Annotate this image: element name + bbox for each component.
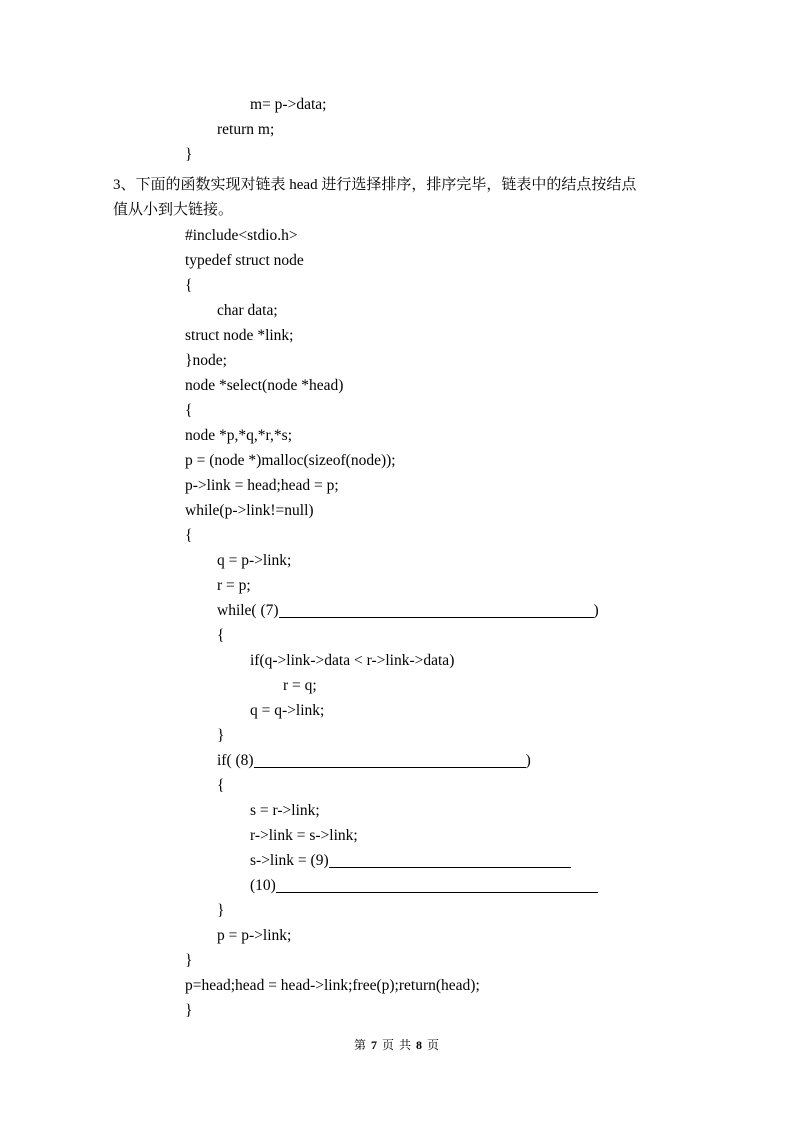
code-line: } — [185, 1002, 193, 1019]
code-line: } — [217, 902, 225, 919]
code-line: { — [217, 627, 225, 644]
code-line: r = p; — [217, 577, 251, 594]
blank-8-post-text: ) — [525, 752, 531, 769]
code-line-with-blank-8 — [217, 748, 713, 773]
code-line: m= p->data; — [250, 96, 327, 113]
code-line: } — [185, 146, 193, 163]
page-content — [113, 92, 713, 1023]
code-line-with-blank-9 — [250, 848, 713, 873]
code-line: }node; — [185, 352, 227, 369]
code-line: p = (node *)malloc(sizeof(node)); — [185, 452, 396, 469]
blank-7-pre-text: while( (7) — [217, 602, 279, 619]
code-line: struct node *link; — [185, 327, 294, 344]
code-line: { — [217, 777, 225, 794]
code-line: } — [185, 952, 193, 969]
code-line: node *select(node *head) — [185, 377, 344, 394]
code-line: while(p->link!=null) — [185, 502, 314, 519]
footer-prefix: 第 — [353, 1038, 371, 1052]
code-line: #include<stdio.h> — [185, 227, 298, 244]
code-line: q = q->link; — [250, 702, 325, 719]
code-line: r = q; — [283, 677, 317, 694]
blank-8-pre-text: if( (8) — [217, 752, 254, 769]
question-heading-line-1: 3、下面的函数实现对链表 head 进行选择排序，排序完毕，链表中的结点按结点 — [113, 177, 637, 193]
blank-7-post-text: ) — [593, 602, 599, 619]
code-line: node *p,*q,*r,*s; — [185, 427, 293, 444]
footer-middle: 页 共 — [377, 1038, 416, 1052]
code-line: s = r->link; — [250, 802, 320, 819]
code-line: return m; — [217, 121, 275, 138]
footer-page-number: 7 — [370, 1038, 378, 1052]
footer-total-pages: 8 — [416, 1038, 423, 1052]
blank-10-pre-text: (10) — [250, 877, 276, 894]
answer-blank-7 — [279, 616, 594, 618]
question-heading-line-2: 值从小到大链接。 — [113, 202, 234, 218]
page-footer — [0, 1036, 794, 1054]
answer-blank-9 — [329, 866, 571, 868]
code-line: { — [185, 402, 193, 419]
code-line: { — [185, 527, 193, 544]
code-line: } — [217, 727, 225, 744]
blank-9-pre-text: s->link = (9) — [250, 852, 329, 869]
answer-blank-8 — [254, 766, 526, 768]
code-line: p=head;head = head->link;free(p);return(head); — [185, 977, 480, 994]
code-line: if(q->link->data < r->link->data) — [250, 652, 455, 669]
footer-suffix: 页 — [423, 1038, 441, 1052]
answer-blank-10 — [276, 891, 598, 893]
code-line: char data; — [217, 302, 278, 319]
code-line-with-blank-10 — [250, 873, 713, 898]
code-line: typedef struct node — [185, 252, 304, 269]
code-line: p = p->link; — [217, 927, 292, 944]
code-line: q = p->link; — [217, 552, 292, 569]
code-line: p->link = head;head = p; — [185, 477, 339, 494]
code-line: { — [185, 277, 193, 294]
code-line-with-blank-7 — [217, 598, 713, 623]
code-line: r->link = s->link; — [250, 827, 358, 844]
